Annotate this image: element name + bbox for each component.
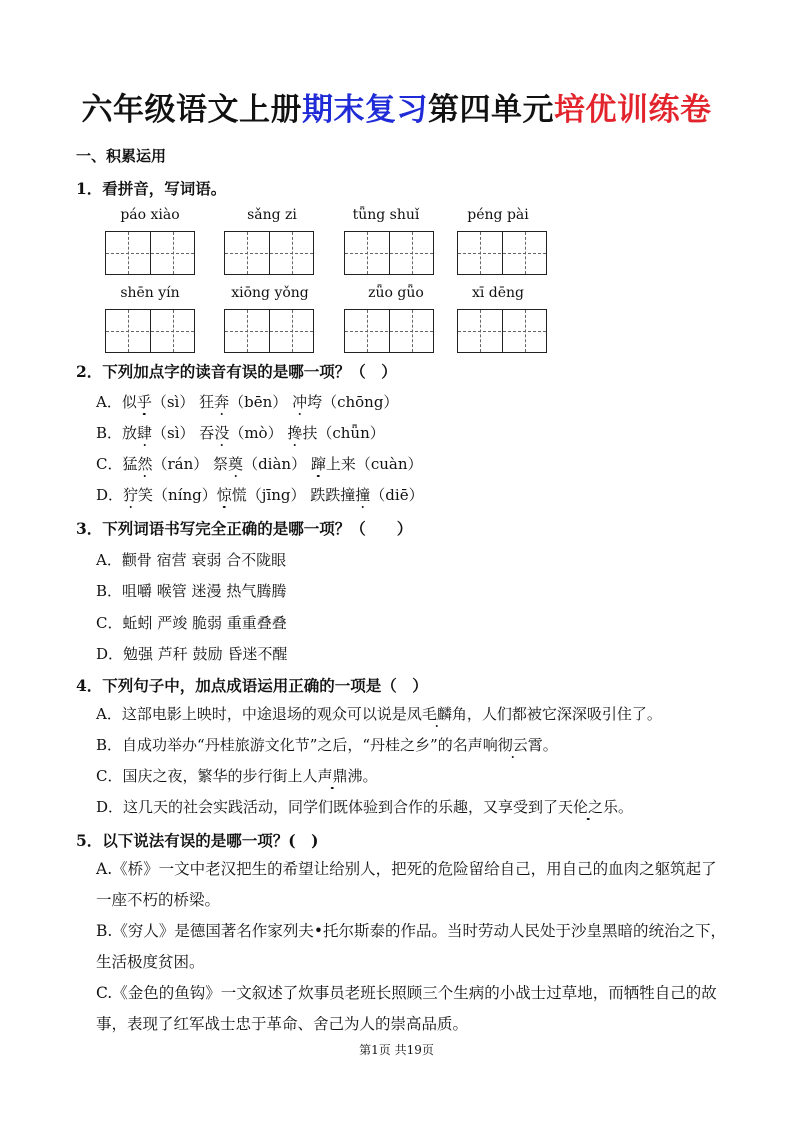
q3-option-c[interactable]: C．蚯蚓 严竣 脆弱 重重叠叠 — [96, 614, 287, 632]
title-unit: 第四单元 — [428, 92, 554, 128]
question-2-label: 2．下列加点字的读音有误的是哪一项？（ ） — [76, 362, 397, 381]
section-heading: 一、积累运用 — [76, 147, 167, 165]
writing-grid-8[interactable] — [457, 309, 547, 353]
pinyin-7: zǖo gǖo — [368, 285, 424, 301]
q3-option-a[interactable]: A．颧骨 宿营 衰弱 合不陇眼 — [96, 551, 287, 569]
pinyin-6: xiōng yǒng — [231, 285, 309, 301]
question-3-label: 3．下列词语书写完全正确的是哪一项？（ ） — [76, 519, 413, 538]
pinyin-4: péng pài — [467, 207, 529, 223]
pinyin-8: xī dēng — [471, 285, 525, 301]
pinyin-1: páo xiào — [120, 207, 180, 223]
writing-grid-1[interactable] — [105, 231, 195, 275]
q3-option-d[interactable]: D．勉强 芦秆 鼓励 昏迷不醒 — [96, 645, 288, 663]
q5-option-a[interactable]: A.《桥》一文中老汉把生的希望让给别人，把死的危险留给自己，用自己的血肉之躯筑起了一座不朽的桥梁。 — [96, 860, 717, 909]
writing-grid-3[interactable] — [344, 231, 434, 275]
writing-grid-5[interactable] — [105, 309, 195, 353]
page-footer: 第1页 共19页 — [359, 1043, 434, 1057]
q4-option-b[interactable]: B．自成功举办“丹桂旅游文化节”之后，“丹桂之乡”的名声响彻云霄。 — [96, 736, 558, 754]
q2-option-c[interactable]: C．猛然（rán） 祭奠（diàn） 蹿上来（cuàn） — [96, 455, 423, 473]
q4-option-a[interactable]: A．这部电影上映时，中途退场的观众可以说是凤毛麟角，人们都被它深深吸引住了。 — [96, 705, 662, 723]
pinyin-5: shēn yín — [120, 285, 180, 301]
writing-grid-6[interactable] — [224, 309, 314, 353]
writing-grid-2[interactable] — [224, 231, 314, 275]
q2-option-b[interactable]: B．放肆（sì） 吞没（mò） 搀扶（chǖn） — [96, 424, 385, 442]
pinyin-3: tǖng shuǐ — [352, 207, 420, 223]
pinyin-2: sǎng zi — [247, 207, 297, 223]
page-title — [0, 84, 793, 129]
q5-option-b[interactable]: B.《穷人》是德国著名作家列夫•托尔斯泰的作品。当时劳动人民处于沙皇黑暗的统治之下，生活极度贫困。 — [96, 922, 726, 971]
question-4-label: 4．下列句子中，加点成语运用正确的一项是（ ） — [76, 676, 428, 695]
title-training: 培优训练卷 — [554, 92, 712, 128]
q2-option-d[interactable]: D．狞笑（níng）惊慌（jīng） 跌跌撞撞（diē） — [96, 486, 424, 504]
q3-option-b[interactable]: B．咀嚼 喉管 迷漫 热气腾腾 — [96, 582, 287, 600]
title-review: 期末复习 — [302, 92, 428, 128]
title-grade: 六年级语文上册 — [81, 92, 302, 128]
question-5-label: 5．以下说法有误的是哪一项？( ) — [76, 831, 319, 850]
q4-option-c[interactable]: C．国庆之夜，繁华的步行街上人声鼎沸。 — [96, 767, 378, 785]
q5-option-c[interactable]: C.《金色的鱼钩》一文叙述了炊事员老班长照顾三个生病的小战士过草地，而牺牲自己的故事，表现了红军战士忠于革命、舍己为人的崇高品质。 — [96, 984, 717, 1033]
q4-option-d[interactable]: D．这几天的社会实践活动，同学们既体验到合作的乐趣，又享受到了天伦之乐。 — [96, 798, 634, 816]
question-1-label: 1．看拼音，写词语。 — [76, 179, 227, 198]
writing-grid-7[interactable] — [344, 309, 434, 353]
writing-grid-4[interactable] — [457, 231, 547, 275]
q2-option-a[interactable]: A．似乎（sì） 狂奔（bēn） 冲垮（chōng） — [96, 393, 399, 411]
